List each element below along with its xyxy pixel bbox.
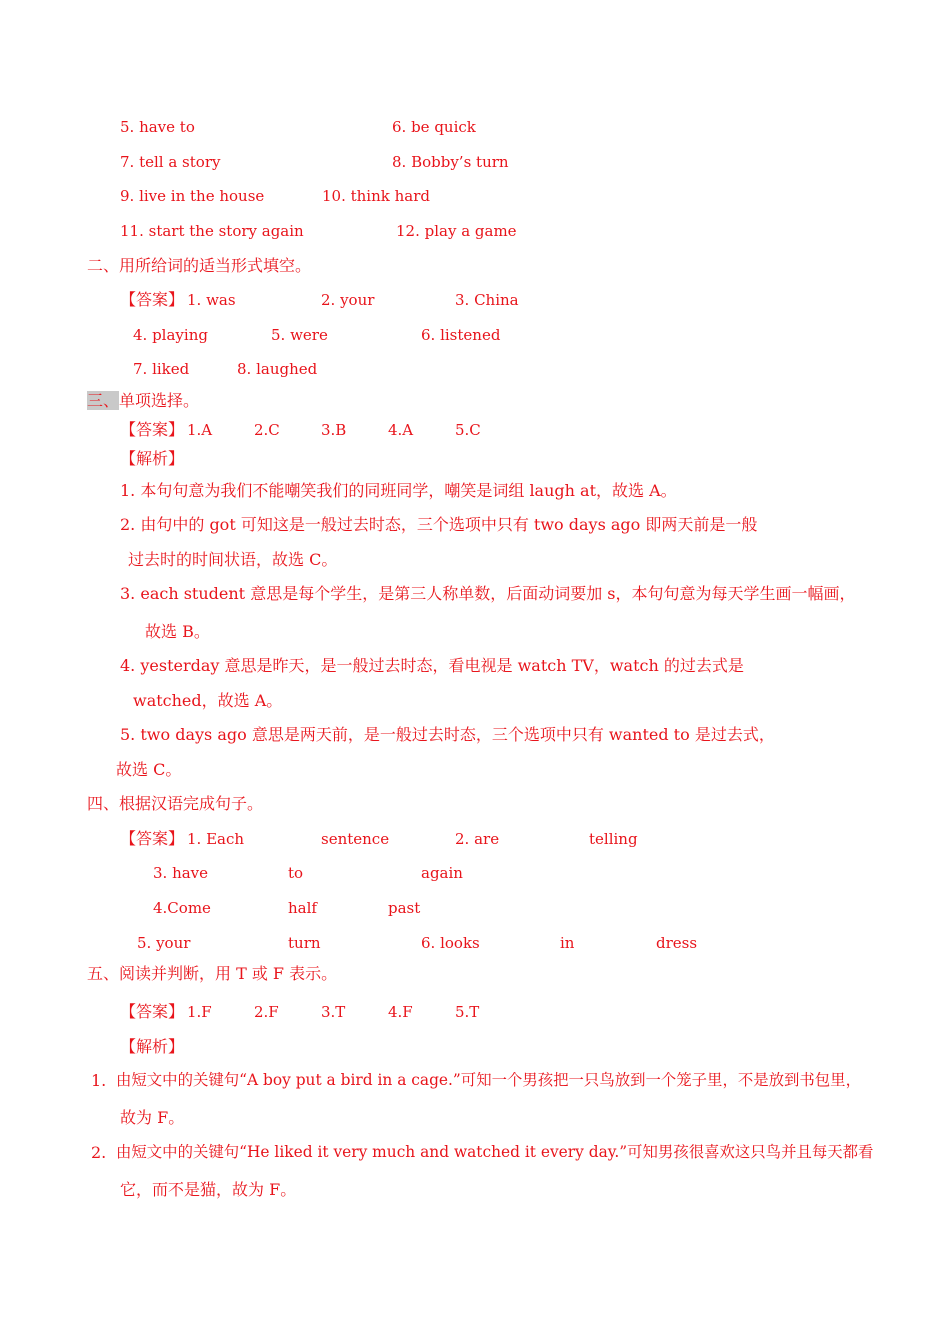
s2-answer-5: 5. were [271,326,328,344]
answer-item-7: 7. tell a story [120,153,221,171]
s2-answer-4: 4. playing [133,326,208,344]
s3-analysis-line: 3. each student 意思是每个学生，是第三人称单数，后面动词要加 s，本句句意为每天学生画一幅画， [120,584,856,603]
s2-answer-2: 2. your [321,291,375,309]
s3-analysis-line: 1. 本句句意为我们不能嘲笑我们的同班同学，嘲笑是词组 laugh at，故选 A。 [120,481,677,500]
s4-word: 5. your [137,934,191,952]
s4-word: again [421,864,463,882]
s5-analysis-line: 故为 F。 [120,1108,185,1127]
section-3-heading-number: 三、 [87,391,120,410]
s5-analysis-line: 由短文中的关键句“He liked it very much and watched it every day.”可知男孩很喜欢这只鸟并且每天都看 [116,1143,874,1161]
s3-analysis-line: 过去时的时间状语，故选 C。 [128,550,338,569]
answer-label: 【答案】 [120,420,185,439]
s4-word: to [288,864,304,882]
analysis-label: 【解析】 [120,1037,185,1056]
answer-item-8: 8. Bobby’s turn [392,153,509,171]
s4-word: 4.Come [153,899,211,917]
s4-word: 1. Each [187,830,245,848]
s4-word: in [560,934,575,952]
s3-analysis-line: 4. yesterday 意思是昨天，是一般过去时态，看电视是 watch TV，watch 的过去式是 [120,656,744,675]
s4-word: half [288,899,317,917]
answer-item-12: 12. play a game [396,222,517,240]
s4-word: 6. looks [421,934,480,952]
s5-analysis-line: 由短文中的关键句“A boy put a bird in a cage.”可知一个男孩把一只鸟放到一个笼子里，不是放到书包里， [116,1071,861,1089]
s3-analysis-line: watched，故选 A。 [133,691,283,710]
s3-analysis-line: 故选 C。 [116,760,182,779]
answer-item-6: 6. be quick [392,118,476,136]
section-5-heading: 五、阅读并判断，用 T 或 F 表示。 [87,964,338,983]
s2-answer-7: 7. liked [133,360,190,378]
answer-item-5: 5. have to [120,118,195,136]
analysis-label: 【解析】 [120,449,185,468]
section-3-heading-text: 单项选择。 [119,391,200,410]
answer-label: 【答案】 [120,829,185,848]
answer-label: 【答案】 [120,1002,185,1021]
s2-answer-3: 3. China [455,291,519,309]
section-4-heading: 四、根据汉语完成句子。 [87,794,264,813]
s3-analysis-line: 2. 由句中的 got 可知这是一般过去时态，三个选项中只有 two days ago 即两天前是一般 [120,515,758,534]
s3-answer-2: 2.C [254,421,280,439]
s4-word: past [388,899,421,917]
s2-answer-6: 6. listened [421,326,501,344]
s5-analysis-line: 它，而不是猫，故为 F。 [120,1180,297,1199]
s5-answer-4: 4.F [388,1003,413,1021]
s4-word: telling [589,830,638,848]
s3-answer-1: 1.A [187,421,213,439]
s4-word: dress [656,934,698,952]
s2-answer-8: 8. laughed [237,360,318,378]
s5-item-number: 1. [91,1071,107,1090]
s2-answer-1: 1. was [187,291,236,309]
answer-item-10: 10. think hard [322,187,431,205]
s5-answer-5: 5.T [455,1003,480,1021]
s4-word: turn [288,934,321,952]
section-3-heading [87,393,199,409]
s4-word: 2. are [455,830,500,848]
s3-answer-4: 4.A [388,421,414,439]
s3-analysis-line: 故选 B。 [145,622,210,641]
s4-word: 3. have [153,864,209,882]
answer-item-9: 9. live in the house [120,187,265,205]
s3-analysis-line: 5. two days ago 意思是两天前，是一般过去时态，三个选项中只有 wanted to 是过去式， [120,725,775,744]
answer-label: 【答案】 [120,290,185,309]
s5-answer-2: 2.F [254,1003,279,1021]
answer-item-11: 11. start the story again [120,222,304,240]
s5-item-number: 2. [91,1143,107,1162]
s4-word: sentence [321,830,390,848]
s3-answer-3: 3.B [321,421,347,439]
section-2-heading: 二、用所给词的适当形式填空。 [87,256,312,275]
s3-answer-5: 5.C [455,421,481,439]
s5-answer-3: 3.T [321,1003,346,1021]
s5-answer-1: 1.F [187,1003,212,1021]
